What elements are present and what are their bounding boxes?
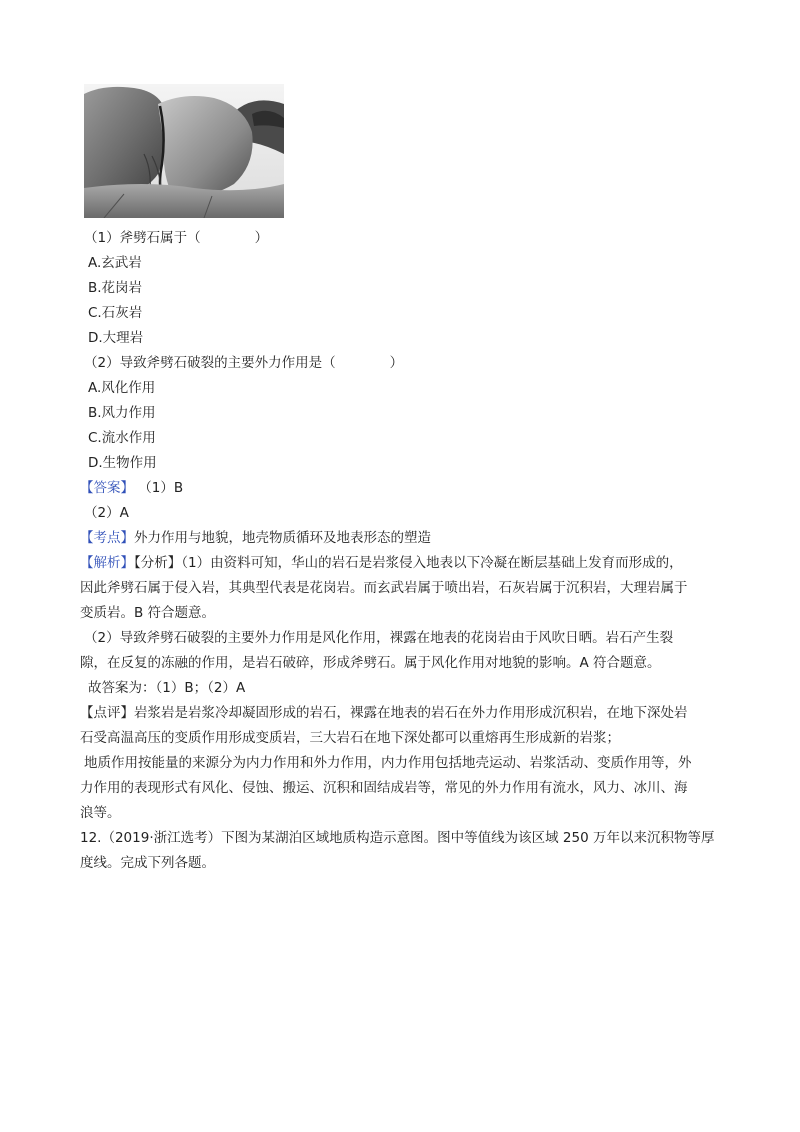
kaodian-line: [80, 528, 431, 548]
q2-option-a: A.风化作用: [88, 380, 156, 396]
question-1-stem: （1）斧劈石属于（ ）: [84, 230, 269, 246]
answer-tag: 【答案】: [80, 480, 134, 496]
answer-text-1: （1）B: [138, 480, 184, 496]
dianping-text-4: 力作用的表现形式有风化、侵蚀、搬运、沉积和固结成岩等，常见的外力作用有流水，风力、冰川、海: [80, 780, 688, 796]
jiexi-text-3: 变质岩。B 符合题意。: [80, 605, 216, 621]
split-rock-photo: [84, 84, 284, 218]
dianping-text-2: 石受高温高压的变质作用形成变质岩，三大岩石在地下深处都可以重熔再生形成新的岩浆；: [80, 730, 620, 746]
dianping-line-1: [80, 703, 688, 723]
dianping-text-3: 地质作用按能量的来源分为内力作用和外力作用，内力作用包括地壳运动、岩浆活动、变质作用等，外: [84, 755, 692, 771]
q1-option-c: C.石灰岩: [88, 305, 143, 321]
jiexi-text-2: 因此斧劈石属于侵入岩，其典型代表是花岗岩。而玄武岩属于喷出岩，石灰岩属于沉积岩，大理岩属于: [80, 580, 688, 596]
jiexi-tag: 【解析】: [80, 555, 134, 571]
question-12-line-2: 度线。完成下列各题。: [80, 855, 215, 871]
jiexi-line-1: [80, 553, 683, 573]
answer-line-1: [80, 478, 183, 498]
question-2-stem: （2）导致斧劈石破裂的主要外力作用是（ ）: [84, 355, 404, 371]
kaodian-tag: 【考点】: [80, 530, 134, 546]
jiexi-text-6: 故答案为：（1）B；（2）A: [88, 680, 246, 696]
q1-option-a: A.玄武岩: [88, 255, 142, 271]
q2-option-c: C.流水作用: [88, 430, 156, 446]
jiexi-text-5: 隙，在反复的冻融的作用，是岩石破碎，形成斧劈石。属于风化作用对地貌的影响。A 符合题意。: [80, 655, 661, 671]
jiexi-text-1: 【分析】（1）由资料可知，华山的岩石是岩浆侵入地表以下冷凝在断层基础上发育而形成的，: [134, 555, 683, 571]
dianping-text-1: 岩浆岩是岩浆冷却凝固形成的岩石，裸露在地表的岩石在外力作用形成沉积岩，在地下深处岩: [134, 705, 688, 721]
q1-option-d: D.大理岩: [88, 330, 144, 346]
q2-option-d: D.生物作用: [88, 455, 157, 471]
jiexi-text-4: （2）导致斧劈石破裂的主要外力作用是风化作用，裸露在地表的花岗岩由于风吹日晒。岩石产生裂: [84, 630, 674, 646]
dianping-tag: 【点评】: [80, 705, 134, 721]
q1-option-b: B.花岗岩: [88, 280, 143, 296]
dianping-text-5: 浪等。: [80, 805, 121, 821]
q2-option-b: B.风力作用: [88, 405, 156, 421]
question-12-line-1: 12.（2019·浙江选考）下图为某湖泊区域地质构造示意图。图中等值线为该区域 250 万年以来沉积物等厚: [80, 830, 715, 846]
kaodian-text: 外力作用与地貌，地壳物质循环及地表形态的塑造: [134, 530, 431, 546]
answer-text-2: （2）A: [84, 505, 129, 521]
